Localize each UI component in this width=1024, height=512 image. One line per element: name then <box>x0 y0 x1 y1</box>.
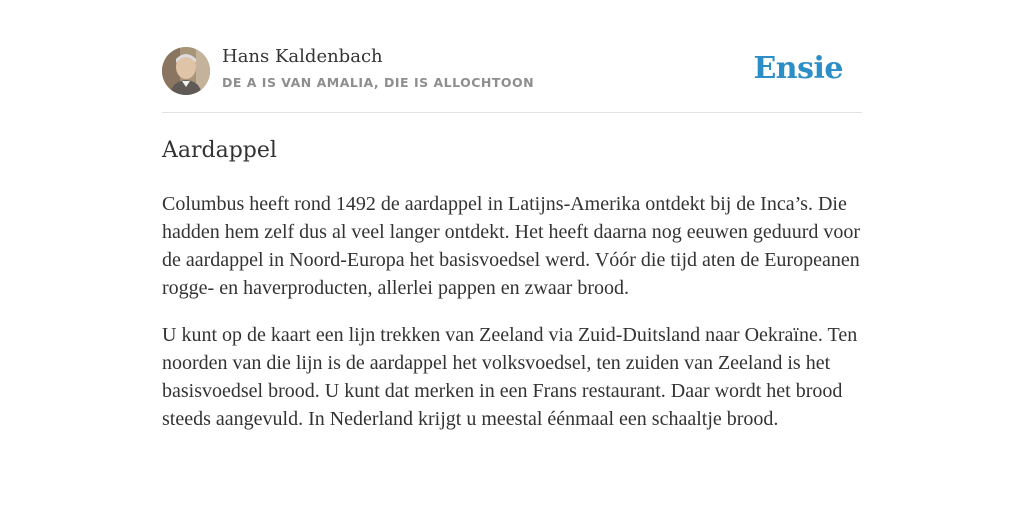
ensie-logo[interactable]: Ensie <box>753 51 843 86</box>
author-name[interactable]: Hans Kaldenbach <box>222 46 383 67</box>
entry-title: Aardappel <box>162 138 277 163</box>
author-subtitle: DE A IS VAN AMALIA, DIE IS ALLOCHTOON <box>222 75 535 90</box>
entry-paragraph: U kunt op de kaart een lijn trekken van Zeeland via Zuid-Duitsland naar Oekraïne. Ten noorden van die lijn is de aardappel het volksvoedsel, ten zuiden van Zeeland is het basisvoedsel brood. U kunt dat merken in een Frans restaurant. Daar wordt het brood steeds aangevuld. In Nederland krijgt u meestal éénmaal een schaaltje brood. <box>162 324 858 430</box>
entry-body <box>162 190 862 452</box>
avatar-image <box>162 47 210 95</box>
header <box>162 0 862 113</box>
avatar[interactable] <box>162 47 210 95</box>
entry-paragraph: Columbus heeft rond 1492 de aardappel in Latijns-Amerika ontdekt bij de Inca’s. Die hadden hem zelf dus al veel langer ontdekt. Het heeft daarna nog eeuwen geduurd voor de aardappel in Noord-Europa het basisvoedsel werd. Vóór die tijd aten de Europeanen rogge- en haverproducten, allerlei pappen en zwaar brood. <box>162 193 861 299</box>
